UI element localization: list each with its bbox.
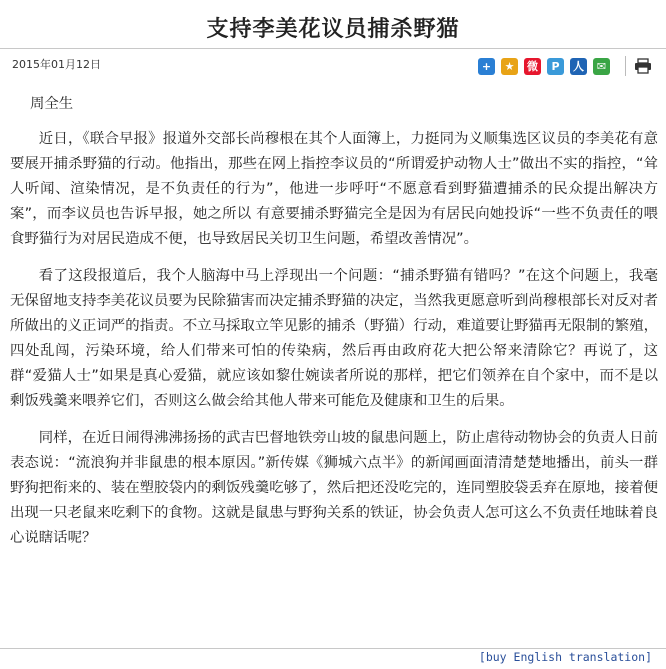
publish-date: 2015年01月12日: [12, 58, 101, 71]
share-more-icon[interactable]: +: [478, 58, 495, 75]
buy-translation-link[interactable]: [buy English translation]: [478, 650, 652, 664]
author-name: 周全生: [30, 96, 74, 112]
article-title: 支持李美花议员捕杀野猫: [206, 17, 460, 42]
wechat-icon[interactable]: ✉: [593, 58, 610, 75]
paragraph-1: 近日，《联合早报》报道外交部长尚穆根在其个人面簿上，力挺同为义顺集选区议员的李美花有意要展开捕杀野猫的行动。他指出，那些在网上指控李议员的“所谓爱护动物人士”做出不实的指控，“耸人听闻、渲染情况，是不负责任的行为”，他进一步呼吁“不愿意看到野猫遭捕杀的民众提出解决方案”，而李议员也告诉早报，她之所以 有意要捕杀野猫完全是因为有居民向她投诉“一些不负责任的喂食野猫行为对居民造成不便，也导致居民关切卫生问题，希望改善情况”。: [10, 131, 658, 247]
renren-icon[interactable]: 人: [570, 58, 587, 75]
print-icon[interactable]: [634, 58, 652, 74]
share-toolbar: [478, 58, 610, 75]
article-body: [10, 92, 658, 563]
paragraph-3: 同样，在近日闹得沸沸扬扬的武吉巴督地铁旁山坡的鼠患问题上，防止虐待动物协会的负责人日前表态说：“流浪狗并非鼠患的根本原因。”新传媒《狮城六点半》的新闻画面清清楚楚地播出，前头一群野狗把衔来的、装在塑胶袋内的剩饭残羹吃够了，然后把还没吃完的，连同塑胶袋丢弃在原地，接着便出现一只老鼠来吃剩下的食物。这就是鼠患与野狗关系的铁证，协会负责人怎可这么不负责任地昧着良心说瞎话呢？: [10, 430, 658, 546]
footer-divider: [0, 648, 666, 649]
paragraph-2: 看了这段报道后，我个人脑海中马上浮现出一个问题：“捕杀野猫有错吗？”在这个问题上，我毫无保留地支持李美花议员要为民除猫害而决定捕杀野猫的决定，当然我更愿意听到尚穆根部长对反对者所做出的义正词严的指责。不立马採取立竿见影的捕杀（野猫）行动，难道要让野猫再无限制的繁殖，四处乱闯，污染环境，给人们带来可怕的传染病，然后再由政府花大把公帑来清除它？再说了，这群“爱猫人士”如果是真心爱猫，就应该如黎仕婉读者所说的那样，把它们领养在自个家中，而不是以剩饭残羹来喂养它们，否则这么做会给其他人带来可能危及健康和卫生的后果。: [10, 268, 658, 409]
toolbar-separator: [625, 56, 626, 76]
tencent-weibo-icon[interactable]: P: [547, 58, 564, 75]
meta-row: [0, 52, 666, 82]
qzone-icon[interactable]: ★: [501, 58, 518, 75]
title-divider: [0, 48, 666, 49]
weibo-icon[interactable]: 微: [524, 58, 541, 75]
